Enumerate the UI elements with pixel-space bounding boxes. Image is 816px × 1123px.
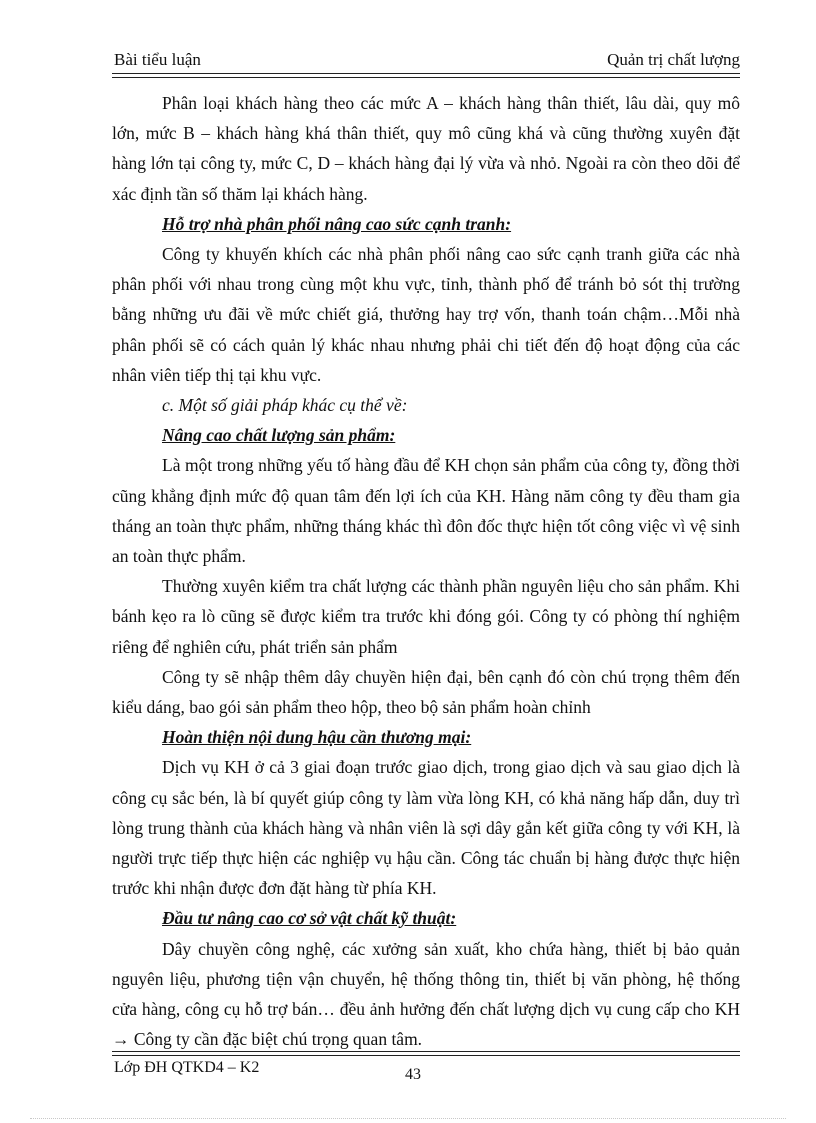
header-right-title: Quản trị chất lượng (607, 50, 740, 69)
header-left-title: Bài tiểu luận (114, 50, 201, 69)
subsection-title: c. Một số giải pháp khác cụ thể về: (162, 395, 408, 416)
section-heading: Đầu tư nâng cao cơ sở vật chất kỹ thuật: (162, 908, 457, 929)
footer-class-label: Lớp ĐH QTKD4 – K2 (114, 1059, 260, 1076)
footer-rule (112, 1051, 740, 1056)
paragraph: Là một trong những yếu tố hàng đầu để KH chọn sản phẩm của công ty, đồng thời cũng khẳng định mức độ quan tâm đến lợi ích của KH. Hàng năm công ty đều tham gia tháng an toàn thực phẩm, những tháng khác thì đôn đốc thực hiện tốt công việc vì vệ sinh an toàn thực phẩm. (112, 455, 740, 567)
section-heading: Hỗ trợ nhà phân phối nâng cao sức cạnh tranh: (162, 213, 512, 234)
paragraph: Công ty sẽ nhập thêm dây chuyền hiện đại, bên cạnh đó còn chú trọng thêm đến kiểu dáng, bao gói sản phẩm theo hộp, theo bộ sản phẩm hoàn chỉnh (112, 666, 740, 718)
paragraph: Công ty khuyến khích các nhà phân phối nâng cao sức cạnh tranh giữa các nhà phân phối với nhau trong cùng một khu vực, tỉnh, thành phố để tránh bỏ sót thị trường bằng những ưu đãi về mức chiết giá, thưởng hay trợ vốn, thanh toán chậm…Mỗi nhà phân phối sẽ có cách quản lý khác nhau nhưng phải chi tiết đến độ hoạt động của các nhân viên tiếp thị tại khu vực. (112, 244, 740, 385)
page-number: 43 (405, 1066, 421, 1083)
section-heading: Nâng cao chất lượng sản phẩm: (162, 425, 396, 446)
page-bottom-border (30, 1118, 786, 1119)
paragraph: Dịch vụ KH ở cả 3 giai đoạn trước giao dịch, trong giao dịch và sau giao dịch là công cụ sắc bén, là bí quyết giúp công ty làm vừa lòng KH, có khả năng hấp dẫn, duy trì lòng trung thành của khách hàng và nhân viên là sợi dây gắn kết giữa công ty với KH, là người trực tiếp thực hiện các nghiệp vụ hậu cần. Công tác chuẩn bị hàng được thực hiện trước khi nhận được đơn đặt hàng từ phía KH. (112, 757, 740, 899)
page-header (112, 50, 740, 72)
document-body (112, 88, 740, 1055)
header-rule (112, 73, 740, 78)
paragraph: Dây chuyền công nghệ, các xưởng sản xuất, kho chứa hàng, thiết bị bảo quản nguyên liệu, phương tiện vận chuyển, hệ thống thông tin, thiết bị văn phòng, hệ thống cửa hàng, công cụ hỗ trợ bán… đều ảnh hưởng đến chất lượng dịch vụ cung cấp cho KH → Công ty cần đặc biệt chú trọng quan tâm. (112, 938, 740, 1050)
paragraph: Phân loại khách hàng theo các mức A – khách hàng thân thiết, lâu dài, quy mô lớn, mức B – khách hàng khá thân thiết, quy mô cũng khá và cũng thường xuyên đặt hàng lớn tại công ty, mức C, D – khách hàng đại lý vừa và nhỏ. Ngoài ra còn theo dõi để xác định tần số thăm lại khách hàng. (112, 93, 740, 204)
paragraph: Thường xuyên kiểm tra chất lượng các thành phần nguyên liệu cho sản phẩm. Khi bánh kẹo ra lò cũng sẽ được kiểm tra trước khi đóng gói. Công ty có phòng thí nghiệm riêng để nghiên cứu, phát triển sản phẩm (112, 576, 740, 657)
section-heading: Hoàn thiện nội dung hậu cần thương mại: (162, 727, 472, 748)
